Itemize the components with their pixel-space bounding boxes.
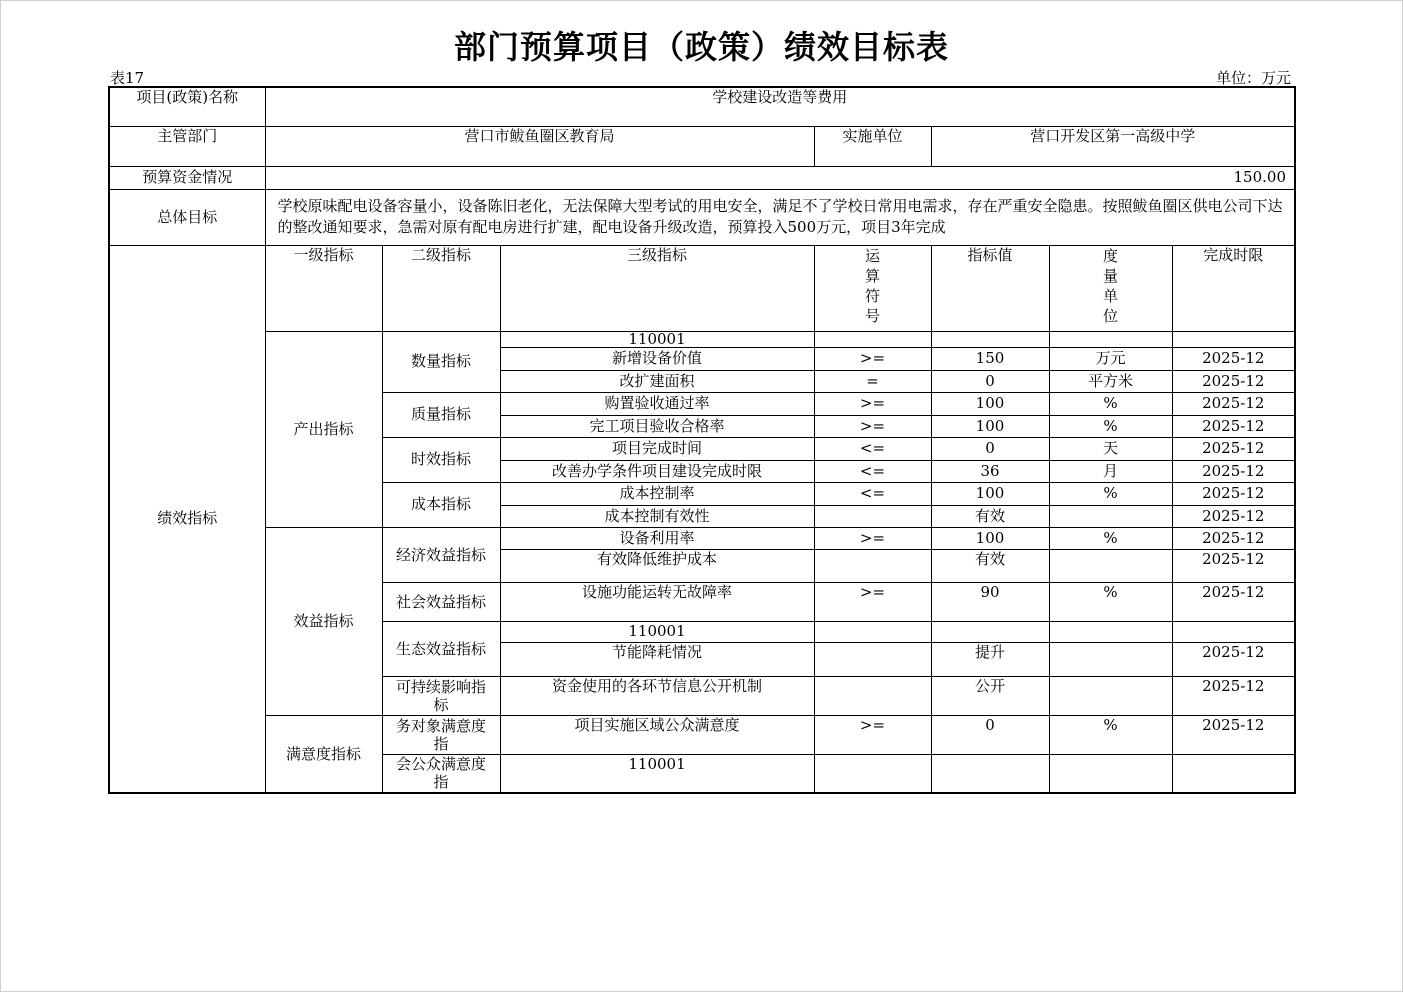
dept-label: 主管部门 — [109, 126, 265, 166]
indicator-value: 100 — [931, 527, 1049, 549]
indicator-deadline: 2025-12 — [1172, 582, 1295, 621]
indicator-unit — [1049, 754, 1172, 793]
indicator-value: 公开 — [931, 676, 1049, 715]
indicator-value: 100 — [931, 415, 1049, 437]
indicator-op: <= — [814, 437, 931, 460]
indicator-name: 资金使用的各环节信息公开机制 — [500, 676, 814, 715]
indicator-value: 150 — [931, 347, 1049, 370]
indicator-deadline: 2025-12 — [1172, 527, 1295, 549]
indicator-unit: 天 — [1049, 437, 1172, 460]
budget-label: 预算资金情况 — [109, 166, 265, 189]
department-row — [109, 126, 1295, 166]
indicator-deadline: 2025-12 — [1172, 347, 1295, 370]
unit-label: 单位：万元 — [1215, 69, 1291, 87]
indicator-deadline: 2025-12 — [1172, 370, 1295, 392]
indicator-unit: % — [1049, 482, 1172, 505]
dept-text: 营口市鲅鱼圈区教育局 — [464, 126, 615, 145]
indicator-deadline: 2025-12 — [1172, 715, 1295, 754]
indicator-op: = — [814, 370, 931, 392]
indicator-unit: % — [1049, 715, 1172, 754]
indicator-op: >= — [814, 715, 931, 754]
indicator-op: >= — [814, 415, 931, 437]
indicator-unit — [1049, 642, 1172, 676]
subgroup-public-satisfaction-text: 会公众满意度指 — [395, 755, 486, 792]
header-level2: 二级指标 — [382, 245, 500, 331]
indicator-name: 项目完成时间 — [500, 437, 814, 460]
indicator-deadline: 2025-12 — [1172, 505, 1295, 527]
indicator-op — [814, 754, 931, 793]
indicator-name: 有效降低维护成本 — [500, 549, 814, 582]
indicator-deadline: 2025-12 — [1172, 482, 1295, 505]
indicator-name: 购置验收通过率 — [500, 392, 814, 415]
indicator-name: 改善办学条件项目建设完成时限 — [500, 460, 814, 482]
indicator-unit: % — [1049, 392, 1172, 415]
indicator-value: 36 — [931, 460, 1049, 482]
indicator-name: 110001 — [500, 331, 814, 347]
impl-label: 实施单位 — [814, 126, 931, 166]
goal-row — [109, 189, 1295, 245]
subgroup-sustainable — [382, 676, 500, 715]
subgroup-ecological-text: 生态效益指标 — [395, 639, 486, 658]
group-satisfaction — [265, 715, 382, 793]
indicator-header-row — [109, 245, 1295, 331]
indicator-name: 成本控制有效性 — [500, 505, 814, 527]
indicator-name: 新增设备价值 — [500, 347, 814, 370]
indicator-op: >= — [814, 392, 931, 415]
indicator-value — [931, 754, 1049, 793]
indicator-unit — [1049, 676, 1172, 715]
group-benefit: 效益指标 — [265, 527, 382, 715]
subgroup-quantity: 数量指标 — [382, 331, 500, 392]
indicator-unit — [1049, 621, 1172, 642]
subgroup-sustainable-text: 可持续影响指标 — [395, 677, 486, 714]
indicator-name: 110001 — [500, 621, 814, 642]
header-deadline: 完成时限 — [1172, 245, 1295, 331]
performance-target-table — [108, 86, 1296, 794]
budget-value: 150.00 — [265, 166, 1295, 189]
indicator-name: 设备利用率 — [500, 527, 814, 549]
indicator-deadline: 2025-12 — [1172, 437, 1295, 460]
indicator-name: 改扩建面积 — [500, 370, 814, 392]
indicator-unit: 万元 — [1049, 347, 1172, 370]
indicator-op: <= — [814, 482, 931, 505]
header-level1: 一级指标 — [265, 245, 382, 331]
indicator-op — [814, 642, 931, 676]
indicator-unit: 平方米 — [1049, 370, 1172, 392]
header-unit — [1049, 245, 1172, 331]
indicator-deadline: 2025-12 — [1172, 676, 1295, 715]
indicator-deadline: 2025-12 — [1172, 392, 1295, 415]
indicator-value: 100 — [931, 482, 1049, 505]
project-name-label: 项目(政策)名称 — [109, 87, 265, 126]
indicator-unit: % — [1049, 415, 1172, 437]
header-operator — [814, 245, 931, 331]
header-value: 指标值 — [931, 245, 1049, 331]
page-title: 部门预算项目（政策）绩效目标表 — [453, 28, 949, 66]
indicator-unit: % — [1049, 527, 1172, 549]
indicator-name: 完工项目验收合格率 — [500, 415, 814, 437]
subgroup-service-satisfaction — [382, 715, 500, 754]
indicator-deadline — [1172, 331, 1295, 347]
table-row — [109, 331, 1295, 347]
indicator-deadline — [1172, 621, 1295, 642]
indicator-name: 项目实施区域公众满意度 — [500, 715, 814, 754]
table-row — [109, 715, 1295, 754]
indicator-deadline: 2025-12 — [1172, 642, 1295, 676]
impl-value: 营口开发区第一高级中学 — [931, 126, 1295, 166]
subgroup-social-text: 社会效益指标 — [395, 592, 486, 611]
indicator-unit — [1049, 505, 1172, 527]
indicator-value: 提升 — [931, 642, 1049, 676]
subgroup-social — [382, 582, 500, 621]
table-number: 表17 — [110, 69, 145, 87]
indicator-op: >= — [814, 527, 931, 549]
subgroup-public-satisfaction — [382, 754, 500, 793]
project-name-row — [109, 87, 1295, 126]
indicator-op — [814, 676, 931, 715]
dept-value — [265, 126, 814, 166]
subgroup-ecological — [382, 621, 500, 676]
goal-text: 学校原味配电设备容量小，设备陈旧老化，无法保障大型考试的用电安全，满足不了学校日常用电需求，存在严重安全隐患。按照鲅鱼圈区供电公司下达的整改通知要求，急需对原有配电房进行扩建，配电设备升级改造，预算投入500万元，项目3年完成 — [265, 189, 1295, 245]
indicator-value: 0 — [931, 715, 1049, 754]
indicator-name: 成本控制率 — [500, 482, 814, 505]
subgroup-economic — [382, 527, 500, 582]
indicator-op: >= — [814, 347, 931, 370]
budget-row — [109, 166, 1295, 189]
indicator-value: 90 — [931, 582, 1049, 621]
indicator-unit — [1049, 331, 1172, 347]
perf-label: 绩效指标 — [109, 245, 265, 793]
indicator-value: 有效 — [931, 505, 1049, 527]
project-name-value: 学校建设改造等费用 — [265, 87, 1295, 126]
subgroup-service-satisfaction-text: 务对象满意度指 — [395, 716, 486, 753]
header-unit-text: 度量单位 — [1102, 246, 1118, 325]
goal-label: 总体目标 — [109, 189, 265, 245]
indicator-unit — [1049, 549, 1172, 582]
indicator-op — [814, 549, 931, 582]
indicator-deadline — [1172, 754, 1295, 793]
subgroup-timeliness: 时效指标 — [382, 437, 500, 482]
subgroup-cost: 成本指标 — [382, 482, 500, 527]
indicator-value: 有效 — [931, 549, 1049, 582]
indicator-name: 110001 — [500, 754, 814, 793]
indicator-op — [814, 621, 931, 642]
indicator-deadline: 2025-12 — [1172, 415, 1295, 437]
subgroup-economic-text: 经济效益指标 — [395, 545, 486, 564]
subgroup-quality: 质量指标 — [382, 392, 500, 437]
table-row — [109, 527, 1295, 549]
indicator-unit: % — [1049, 582, 1172, 621]
indicator-name: 设施功能运转无故障率 — [500, 582, 814, 621]
indicator-op — [814, 505, 931, 527]
header-level3: 三级指标 — [500, 245, 814, 331]
indicator-op — [814, 331, 931, 347]
indicator-value: 0 — [931, 437, 1049, 460]
indicator-value: 0 — [931, 370, 1049, 392]
indicator-op: >= — [814, 582, 931, 621]
header-operator-text: 运算符号 — [864, 246, 880, 325]
indicator-unit: 月 — [1049, 460, 1172, 482]
indicator-value — [931, 331, 1049, 347]
indicator-deadline: 2025-12 — [1172, 549, 1295, 582]
indicator-name: 节能降耗情况 — [500, 642, 814, 676]
group-satisfaction-text: 满意度指标 — [285, 744, 361, 763]
indicator-value: 100 — [931, 392, 1049, 415]
indicator-op: <= — [814, 460, 931, 482]
indicator-value — [931, 621, 1049, 642]
indicator-deadline: 2025-12 — [1172, 460, 1295, 482]
group-output: 产出指标 — [265, 331, 382, 527]
